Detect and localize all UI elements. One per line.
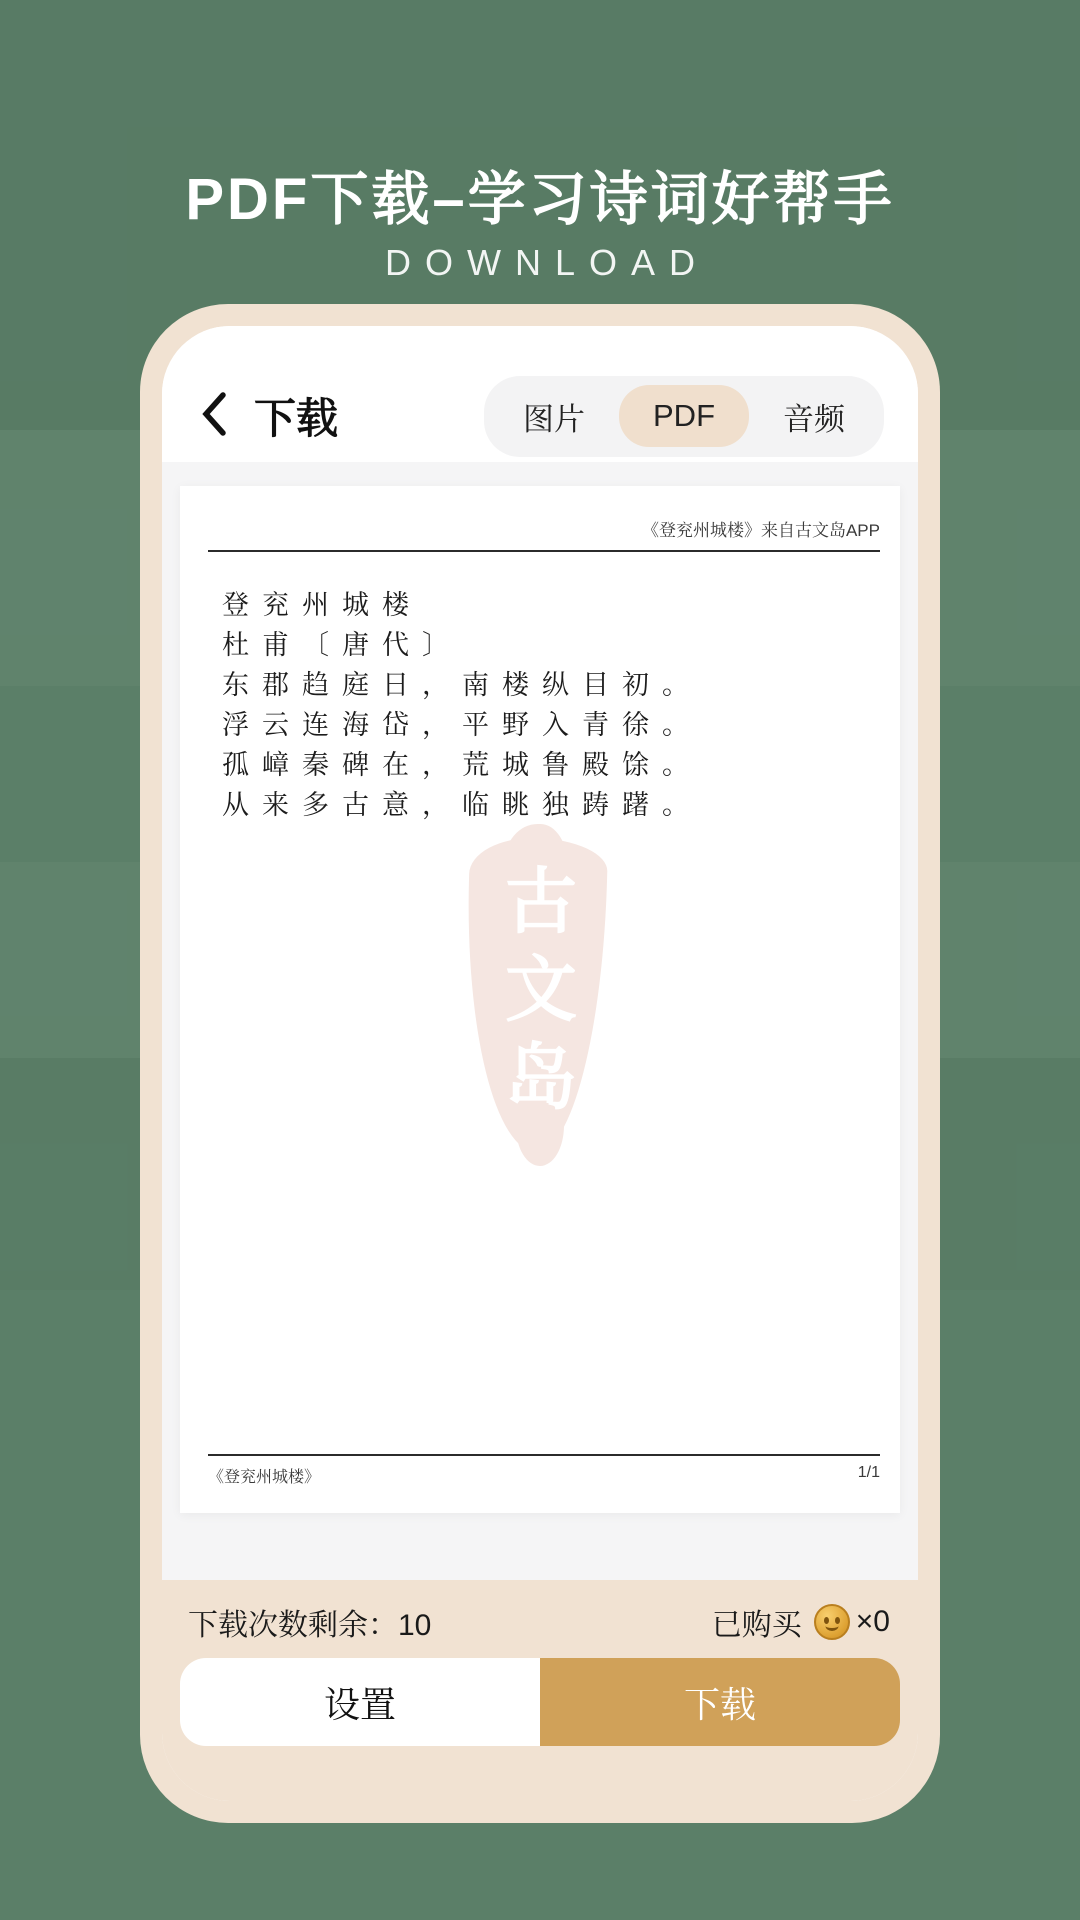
footer-title: 《登兖州城楼》 xyxy=(208,1469,321,1486)
page-footer-rule xyxy=(208,1454,880,1456)
tab-pdf[interactable]: PDF xyxy=(619,385,749,447)
page-subtitle: DOWNLOAD xyxy=(384,242,709,283)
page-title: PDF下载–学习诗词好帮手 xyxy=(185,167,895,232)
page-footer xyxy=(208,1464,880,1487)
page-header-note: 《登兖州城楼》来自古文岛APP xyxy=(641,521,880,540)
purchased-status xyxy=(712,1600,890,1644)
coin-icon xyxy=(814,1604,850,1640)
poem-title: 登兖州城楼 xyxy=(222,590,422,621)
remaining-downloads xyxy=(188,1600,431,1644)
tab-audio[interactable]: 音频 xyxy=(783,401,845,437)
poem-line: 浮云连海岱，平野入青徐。 xyxy=(222,710,702,741)
poem-block xyxy=(222,586,880,826)
screen-title: 下载 xyxy=(254,395,339,442)
footer-page-number: 1/1 xyxy=(857,1464,880,1481)
ink-seal-watermark xyxy=(458,824,612,1166)
download-button[interactable]: 下载 xyxy=(540,1658,900,1746)
watermark-text: 古文岛 xyxy=(493,863,578,1127)
settings-button[interactable]: 设置 xyxy=(180,1658,540,1746)
pdf-page xyxy=(180,486,900,1513)
purchased-count: ×0 xyxy=(855,1605,890,1638)
back-button[interactable] xyxy=(200,390,228,443)
phone-screen xyxy=(162,326,918,1801)
bottom-panel xyxy=(162,1580,918,1801)
tab-image[interactable]: 图片 xyxy=(523,401,585,437)
remaining-value: 10 xyxy=(398,1609,432,1642)
app-header xyxy=(162,326,918,462)
meta-row xyxy=(180,1602,900,1642)
poem-line: 孤嶂秦碑在，荒城鲁殿馀。 xyxy=(222,750,702,781)
page-header-rule xyxy=(208,550,880,552)
poem-line: 东郡趋庭日，南楼纵目初。 xyxy=(222,670,702,701)
poem-author: 杜甫〔唐代〕 xyxy=(222,630,462,661)
phone-mockup xyxy=(140,304,940,1823)
coin-mouth xyxy=(825,1621,838,1631)
action-buttons xyxy=(180,1658,900,1746)
purchased-label: 已购买 xyxy=(711,1609,802,1642)
remaining-label: 下载次数剩余： xyxy=(188,1609,398,1642)
chevron-left-icon xyxy=(200,390,228,443)
document-preview-area xyxy=(162,462,918,1580)
poem-line: 从来多古意，临眺独踌躇。 xyxy=(222,790,702,821)
format-tabbar xyxy=(484,376,884,457)
